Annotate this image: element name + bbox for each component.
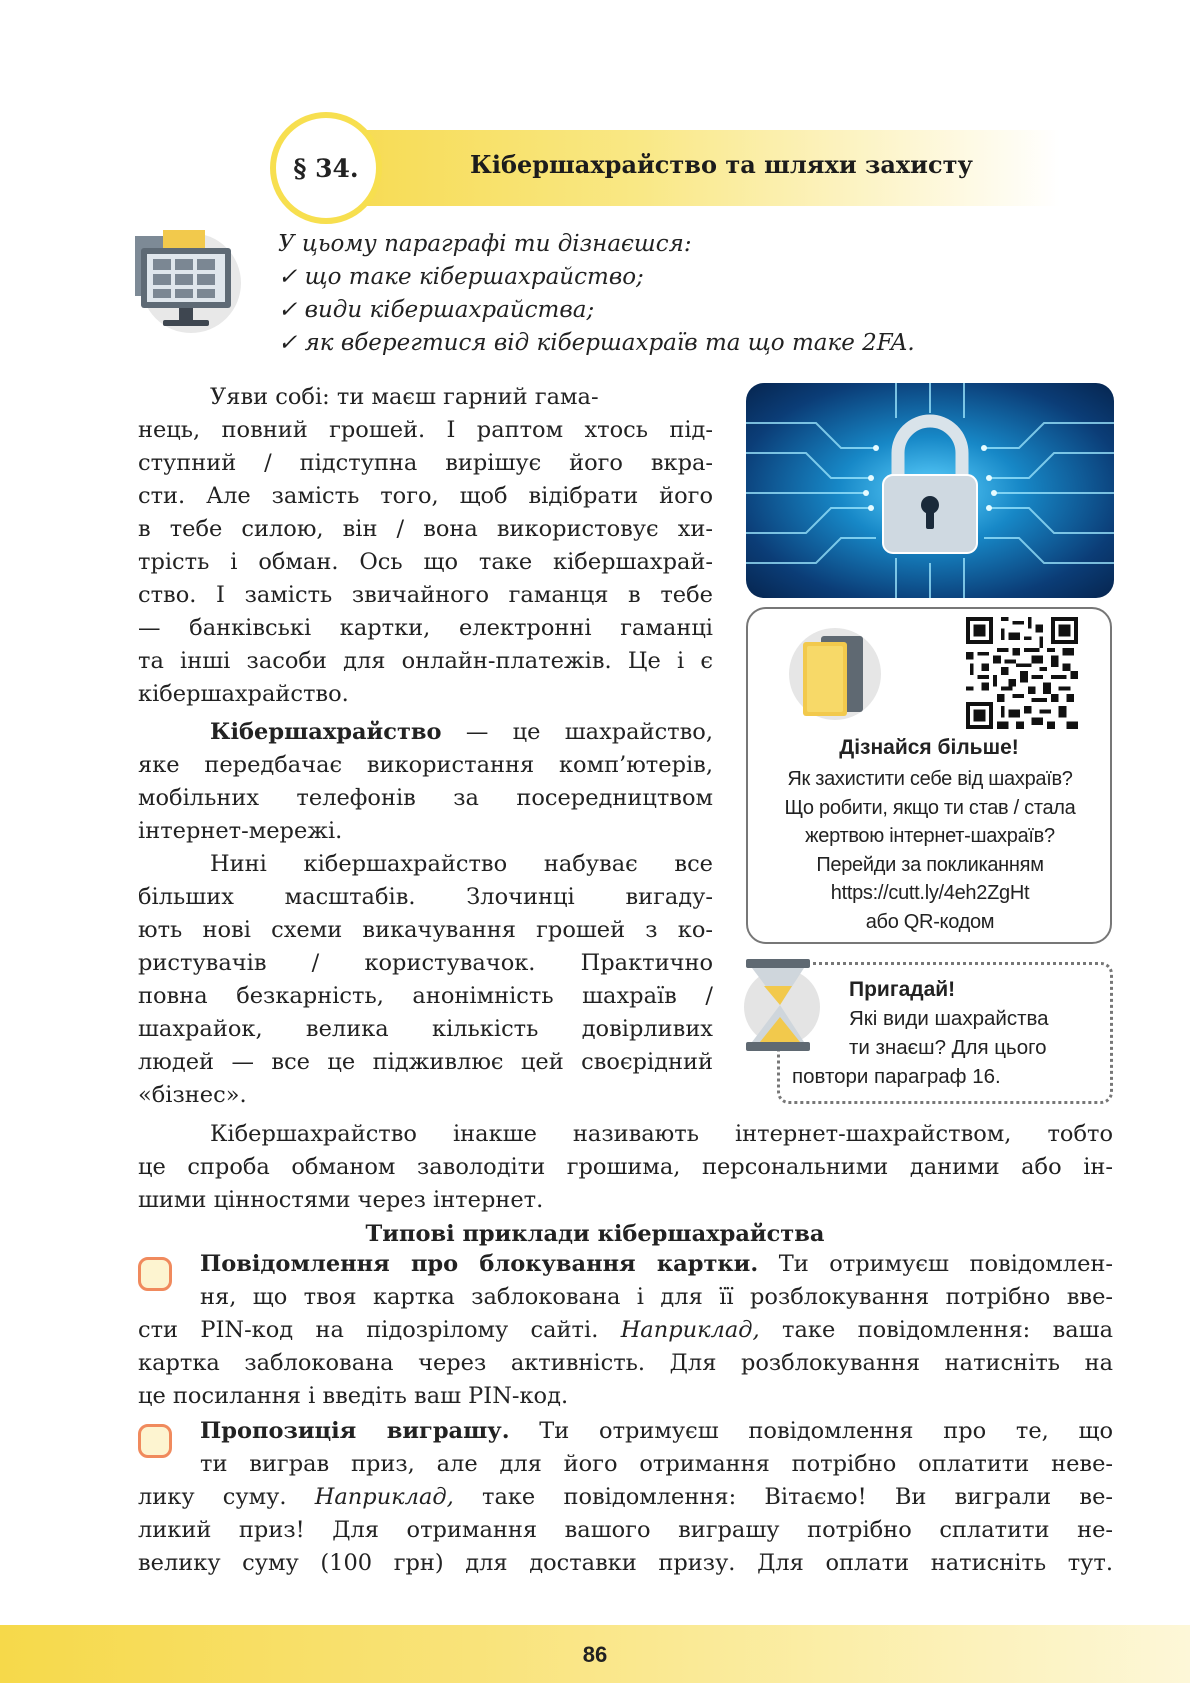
text-line: шими цінностями через інтернет. [138,1187,544,1213]
text-line: Повідомлення про блокування картки. Ти отримуєш повідомлен- [200,1251,1113,1277]
text-line: — банківські картки, електронні гаманці [138,615,713,641]
remember-text: ти знаєш? Для цього [849,1036,1047,1059]
intro-lead: У цьому параграфі ти дізнаєшся: [278,231,692,257]
text-line: яке передбачає використання комп’ютерів, [138,752,713,778]
learn-more-text: Як захистити себе від шахраїв? Що робити, якщо ти став / стала жертвою інтернет-шахраїв? Перейди за покликанням https://cutt.ly/4eh2ZgHt або QR-кодом [754,765,1106,936]
learn-more-link[interactable]: https://cutt.ly/4eh2ZgHt [830,882,1030,904]
text-line: та інші засоби для онлайн-платежів. Це і є [138,648,713,674]
intro-item: ✓ як вберегтися від кібершахраїв та що таке 2FA. [278,330,915,356]
example-title: Повідомлення про блокування картки. [200,1251,759,1277]
folder-icon [783,624,883,724]
hourglass-icon [740,955,820,1055]
text-line: ство. І замість звичайного гаманця в тебе [138,582,713,608]
text-line: ликий приз! Для отримання вашого виграшу потрібно сплатити не- [138,1517,1113,1543]
text-line: Уяви собі: ти маєш гарний гама- [210,384,599,410]
example-prize-block [138,1415,1113,1580]
text-line: в тебе силою, він / вона використовує хи- [138,516,713,542]
text-line: лику суму. Наприклад, таке повідомлення: Вітаємо! Ви виграли ве- [138,1484,1113,1510]
section-subheading: Типові приклади кібершахрайства [365,1221,825,1247]
text-line: Нині кібершахрайство набуває все [210,851,713,877]
text-line: трість і обман. Ось що таке кібершахрай- [138,549,713,575]
text-line: інтернет-мережі. [138,818,343,844]
text-line: Пропозиція виграшу. Ти отримуєш повідомлення про те, що [200,1418,1114,1444]
text-line: це спроба обманом заволодіти грошима, персональними даними або ін- [138,1154,1113,1180]
text-line: ти виграв приз, але для його отримання потрібно оплатити неве- [200,1451,1113,1477]
text-line: ристувачів / користувачок. Практично [138,950,713,976]
text-line: нець, повний грошей. І раптом хтось під- [138,417,713,443]
padlock-circuit-image [746,383,1114,598]
text-line: «бізнес». [138,1082,247,1108]
paragraph-4 [138,1118,1113,1217]
text-line: Кібершахрайство інакше називають інтернет-шахрайством, тобто [210,1121,1113,1147]
text-line: більших масштабів. Злочинці вигаду- [138,884,713,910]
remember-text: повтори параграф 16. [792,1065,1001,1088]
learn-more-box [746,607,1112,944]
section-number: § 34. [270,112,382,224]
qr-code-icon[interactable] [966,617,1078,729]
paragraph-1 [138,381,713,711]
remember-text: Які види шахрайства [849,1007,1049,1030]
text-line: мобільних телефонів за посередництвом [138,785,713,811]
intro-block [278,228,1038,360]
text-line: це посилання і введіть ваш PIN-код. [138,1383,569,1409]
text-line: повна безкарність, анонімність шахраїв / [138,983,713,1009]
folder-monitor-icon [133,228,243,338]
text-line: людей — все це підживлює цей своєрідний [138,1049,713,1075]
example-title: Пропозиція виграшу. [200,1418,510,1444]
example-card-block [138,1248,1113,1413]
intro-item: ✓ що таке кібершахрайство; [278,264,644,290]
paragraph-3 [138,848,713,1112]
text-line: Кібершахрайство — це шахрайство, [210,719,713,745]
page-number: 86 [582,1642,608,1667]
paragraph-2 [138,716,713,848]
text-line: шахрайок, велика кількість довірливих [138,1016,713,1042]
learn-more-title: Дізнайся більше! [839,736,1019,759]
text-line: велику суму (100 грн) для доставки призу. Для оплати натисніть тут. [138,1550,1113,1576]
page-title: Кібершахрайство та шляхи захисту [470,150,973,179]
text-line: картка заблокована через активність. Для розблокування натисніть на [138,1350,1113,1376]
term: Кібершахрайство [210,719,442,745]
text-line: сти. Але замість того, щоб відібрати його [138,483,713,509]
intro-item: ✓ види кібершахрайства; [278,297,595,323]
text-line: кібершахрайство. [138,681,349,707]
text-line: ступний / підступна вирішує його вкра- [138,450,713,476]
text-line: ня, що твоя картка заблокована і для її розблокування потрібно вве- [200,1284,1113,1310]
remember-title: Пригадай! [849,978,956,1001]
text-line: сти PIN-код на підозрілому сайті. Наприклад, таке повідомлення: ваша [138,1317,1113,1343]
text-line: ють нові схеми викачування грошей з ко- [138,917,713,943]
